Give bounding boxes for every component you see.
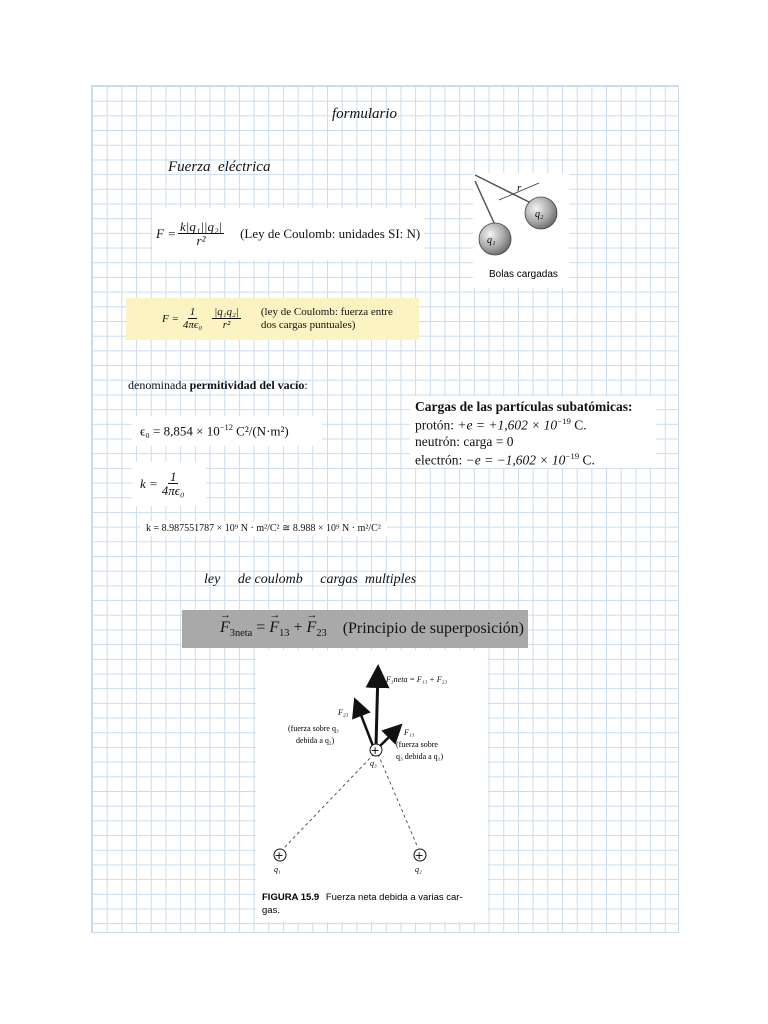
q2-plus-icon: + [414, 849, 424, 862]
f23-vector [356, 702, 373, 746]
fraction-denominator: 4πϵ₀ [161, 483, 185, 499]
formula-fraction-charges [212, 307, 241, 332]
formula-note-line1: (ley de Coulomb: fuerza entre [260, 306, 393, 319]
fraction-numerator: 1 [169, 468, 177, 484]
balls-caption: Bolas cargadas [489, 269, 558, 280]
formula-lhs: F = [156, 226, 176, 241]
coulomb-formula-1 [152, 208, 424, 260]
q3-plus-icon: + [370, 744, 380, 757]
epsilon-lhs: ϵ₀ = 8,854 × 10 [140, 423, 220, 439]
formula-fraction [160, 470, 187, 499]
proton-label: protón: [415, 417, 458, 433]
formula-lhs: F = [162, 313, 179, 325]
superposition-note: (Principio de superposición) [342, 620, 524, 637]
figure-caption-line2: gas. [262, 905, 280, 916]
equals-sign: = [252, 618, 270, 636]
ball-q2-label: q₂ [535, 209, 544, 220]
subatomic-charges-box [410, 396, 656, 468]
net-force-diagram [256, 650, 488, 922]
electron-unit: C. [579, 452, 595, 468]
formula-fraction-constant [181, 307, 204, 332]
fraction-denominator: 4πϵ₀ [182, 319, 203, 332]
vector-f23-subscript: 23 [316, 628, 327, 640]
proton-exponent: −19 [557, 415, 571, 426]
epsilon-unit: C²/(N·m²) [232, 423, 289, 439]
permittivity-prefix: denominada [128, 378, 190, 392]
charge-proton [415, 416, 656, 434]
figure-caption-number: FIGURA 15.9 [262, 892, 320, 903]
vector-f23: → F [307, 619, 317, 637]
proton-unit: C. [570, 417, 587, 433]
ball-q1-label: q₁ [487, 235, 496, 246]
electron-exponent: −19 [565, 451, 580, 462]
page-title: formulario [332, 106, 398, 122]
formula-note [261, 306, 393, 331]
vector-f-net-subscript: 3neta [229, 628, 253, 640]
k-formula [132, 462, 206, 506]
formula-note-line2: dos cargas puntuales) [260, 319, 356, 331]
figure-caption-text: Fuerza neta debida a varias car- [325, 892, 463, 903]
fraction-numerator: |q₁q₂| [214, 305, 239, 318]
permittivity-suffix: : [304, 378, 308, 392]
vector-f13: → F [269, 619, 279, 637]
section-heading-electric-force: Fuerza eléctrica [168, 159, 271, 175]
fraction-denominator: r² [222, 319, 231, 332]
k-numeric-value: k = 8.987551787 × 10⁹ N · m²/C² ≅ 8.988 × 10⁹ N · m²/C² [140, 521, 387, 536]
fraction-numerator: k|q₁||q₂| [179, 218, 223, 234]
epsilon-exponent: −12 [219, 422, 233, 433]
section-heading-multiple-charges: ley de coulomb cargas multiples [204, 572, 417, 587]
distance-label: r [517, 182, 522, 194]
formula-fraction [178, 220, 224, 249]
proton-value: +e = +1,602 × 10 [457, 417, 558, 433]
permittivity-term: permitividad del vacío [189, 378, 305, 392]
electron-value: −e = −1,602 × 10 [465, 452, 566, 468]
q2-label: q₂ [415, 865, 422, 874]
charged-balls-figure [473, 173, 569, 288]
charged-balls-drawing [473, 173, 569, 288]
superposition-principle-box [182, 610, 528, 648]
f23-desc-line2: debida a q₂) [296, 736, 335, 745]
net-force-vector [376, 670, 378, 746]
q3-label: q₃ [370, 759, 377, 768]
permittivity-line [128, 378, 308, 393]
f23-desc-line1: (fuerza sobre q₃ [288, 724, 339, 733]
formula-lhs: k = [140, 476, 158, 491]
charge-electron [415, 451, 656, 469]
coulomb-formula-2 [126, 298, 419, 340]
neutron-value: carga = 0 [463, 434, 514, 450]
vector-f-net: → F [220, 619, 230, 637]
charge-neutron [415, 434, 656, 451]
q1-label: q₁ [274, 865, 281, 874]
q1-plus-icon: + [274, 849, 284, 862]
net-force-figure [256, 650, 488, 922]
fraction-denominator: r² [196, 233, 206, 249]
plus-sign: + [289, 618, 307, 636]
epsilon-value [132, 416, 322, 446]
electron-label: electrón: [415, 452, 466, 468]
formula-note: (Ley de Coulomb: unidades SI: N) [240, 226, 421, 241]
charges-title: Cargas de las partículas subatómicas: [415, 399, 633, 414]
neutron-label: neutrón: [415, 434, 464, 450]
f23-label: F₂₃ [338, 708, 349, 717]
fraction-numerator: 1 [189, 305, 196, 318]
vector-f13-subscript: 13 [279, 628, 290, 640]
net-force-label: F₃neta = F₁₃ + F₂₃ [386, 675, 448, 684]
f13-desc-line1: (fuerza sobre [396, 740, 438, 749]
figure-caption-line1 [262, 892, 463, 903]
f13-desc-line2: q₃ debida a q₁) [396, 752, 444, 761]
f13-label: F₁₃ [404, 728, 415, 737]
